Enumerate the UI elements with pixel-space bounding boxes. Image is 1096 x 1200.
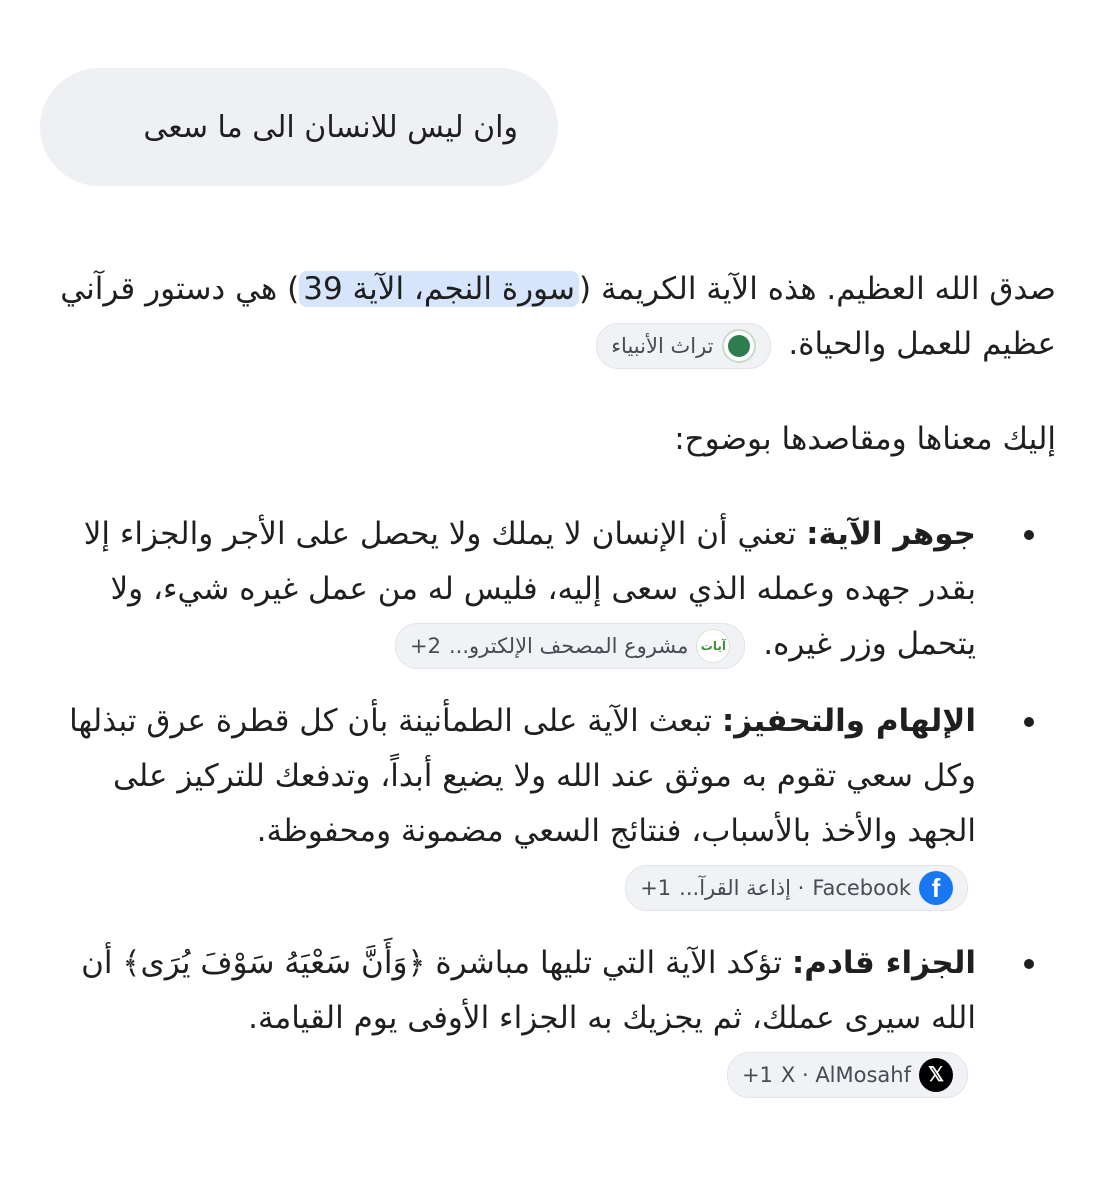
item-text: تبعث الآية على الطمأنينة بأن كل قطرة عرق تبذلها وكل سعي تقوم به موثق عند الله ولا يضيع أبداً، وتدفعك للتركيز على الجهد والأخذ بالأسباب، فنتائج السعي مضمونة ومحفوظة. [69,703,976,849]
item-term: الجزاء قادم: [791,945,976,981]
bullet-icon [1024,530,1034,540]
list-item [40,936,1056,1101]
list-item [40,507,1056,672]
intro-paragraph [40,262,1056,372]
ayat-logo-icon: آيات [696,629,730,663]
item-text: تؤكد الآية التي تليها مباشرة ﴿وَأَنَّ سَعْيَهُ سَوْفَ يُرَى﴾ أن الله سيرى عملك، ثم يجزيك به الجزاء الأوفى يوم القيامة. [81,945,976,1036]
item-text: تعني أن الإنسان لا يملك ولا يحصل على الأجر والجزاء إلا بقدر جهده وعمله الذي سعى إليه، فليس له من عمل غيره شيء، ولا يتحمل وزر غيره. [83,516,976,662]
user-message-text: وان ليس للانسان الى ما سعى [143,109,518,145]
intro-text-after: ) هي دستور قرآني عظيم للعمل والحياة. [60,271,1056,362]
source-chip-turath[interactable] [596,323,770,369]
highlighted-citation[interactable]: سورة النجم، الآية 39 [299,271,579,307]
meaning-list [40,507,1056,1101]
user-message-bubble [40,68,558,186]
mosque-logo-icon [722,329,756,363]
source-chip-mushaf[interactable] [395,623,745,669]
source-chip-label: مشروع المصحف الإلكترو... [448,633,689,658]
source-chip-count: +1 [640,875,672,900]
source-chip-count: +2 [410,633,441,658]
item-term: الإلهام والتحفيز: [721,703,976,739]
assistant-response [40,262,1056,1123]
source-chip-site: Facebook [812,875,911,900]
item-term: جوهر الآية: [806,516,976,552]
lead-paragraph: إليك معناها ومقاصدها بوضوح: [674,421,1056,457]
source-chip-count: +1 [741,1062,773,1087]
source-chip-label: تراث الأنبياء [611,333,714,358]
bullet-icon [1024,717,1034,727]
intro-text-before: صدق الله العظيم. هذه الآية الكريمة ( [579,271,1056,307]
list-item [40,694,1056,914]
source-chip-facebook[interactable] [625,865,968,911]
source-chip-x[interactable] [727,1052,968,1098]
source-chip-site: X · AlMosahf [780,1062,911,1087]
facebook-icon: f [919,871,953,905]
bullet-icon [1024,959,1034,969]
source-chip-label: · إذاعة القرآ... [679,875,805,900]
x-logo-icon: 𝕏 [919,1058,953,1092]
